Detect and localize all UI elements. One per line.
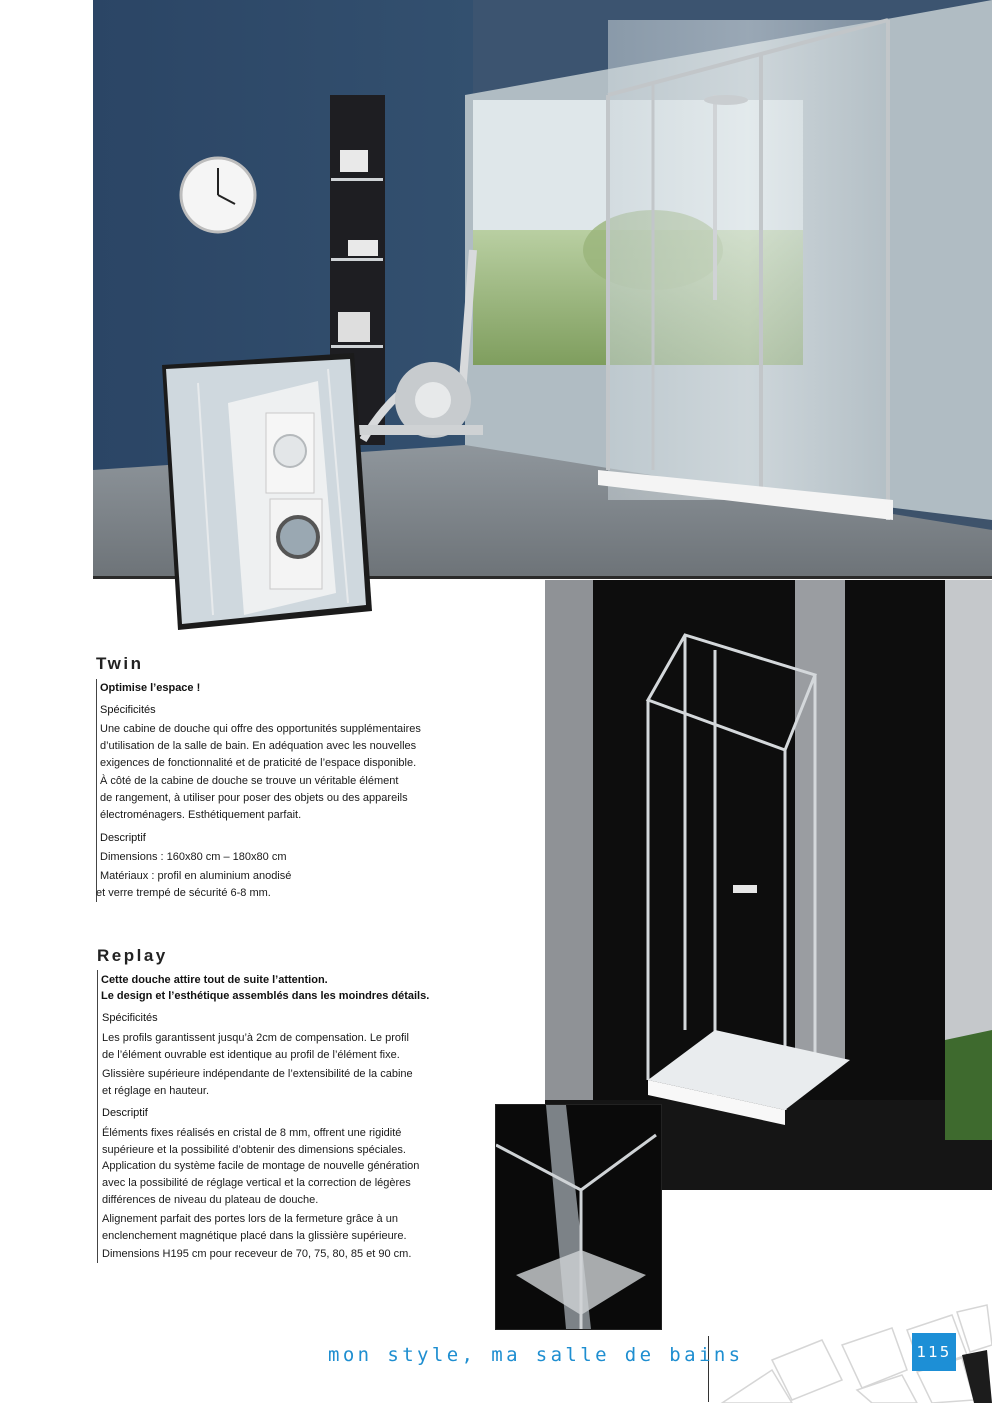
replay-desc-line: Dimensions H195 cm pour receveur de 70, 75, 80, 85 et 90 cm. [102,1248,412,1260]
replay-desc-heading: Descriptif [102,1107,148,1119]
footer-tagline: mon style, ma salle de bains [328,1344,744,1366]
replay-desc-line: Alignement parfait des portes lors de la fermeture grâce à un [102,1213,398,1225]
twin-title: Twin [96,654,144,673]
replay-section [97,946,497,1266]
twin-lead: Optimise l’espace ! [100,682,201,694]
twin-specs-line: À côté de la cabine de douche se trouve un véritable élément [100,775,399,787]
corner-detail-inset-photo [495,1104,662,1330]
twin-specs-line: de rangement, à utiliser pour poser des objets ou des appareils [100,792,408,804]
twin-specs-line: d’utilisation de la salle de bain. En adéquation avec les nouvelles [100,740,417,752]
replay-specs-line: et réglage en hauteur. [102,1085,210,1097]
replay-specs-line: de l’élément ouvrable est identique au profil de l’élément fixe. [102,1049,400,1061]
replay-title: Replay [97,946,168,965]
replay-lead-line: Le design et l’esthétique assemblés dans les moindres détails. [101,990,430,1002]
replay-desc-line: Application du système facile de montage de nouvelle génération [102,1160,420,1172]
replay-accent-bar [97,970,98,1263]
twin-specs-line: électroménagers. Esthétiquement parfait. [100,809,302,821]
page-number-badge: 115 [912,1333,956,1371]
twin-section [96,654,516,904]
replay-desc-line: avec la possibilité de réglage vertical et la correction de légères [102,1177,411,1189]
replay-desc-line: différences de niveau du plateau de douche. [102,1194,319,1206]
replay-specs-line: Les profils garantissent jusqu’à 2cm de compensation. Le profil [102,1032,409,1044]
washing-machine-inset-photo [158,353,372,630]
replay-specs-line: Glissière supérieure indépendante de l’extensibilité de la cabine [102,1068,413,1080]
twin-specs-line: Une cabine de douche qui offre des opportunités supplémentaires [100,723,421,735]
replay-lead-line: Cette douche attire tout de suite l’attention. [101,974,328,986]
twin-accent-bar [96,679,97,902]
twin-specs-line: exigences de fonctionnalité et de praticité de l’espace disponible. [100,757,417,769]
twin-desc-line: Dimensions : 160x80 cm – 180x80 cm [100,851,287,863]
replay-desc-line: enclenchement magnétique placé dans la glissière supérieure. [102,1230,407,1242]
replay-desc-line: Éléments fixes réalisés en cristal de 8 mm, offrent une rigidité [102,1127,402,1139]
twin-specs-heading: Spécificités [100,704,156,716]
replay-desc-line: supérieure et la possibilité d’obtenir des dimensions spéciales. [102,1144,406,1156]
twin-desc-line: et verre trempé de sécurité 6-8 mm. [96,887,271,899]
twin-desc-line: Matériaux : profil en aluminium anodisé [100,870,292,882]
twin-desc-heading: Descriptif [100,832,146,844]
replay-specs-heading: Spécificités [102,1012,158,1024]
replay-shower-photo [545,580,992,1190]
